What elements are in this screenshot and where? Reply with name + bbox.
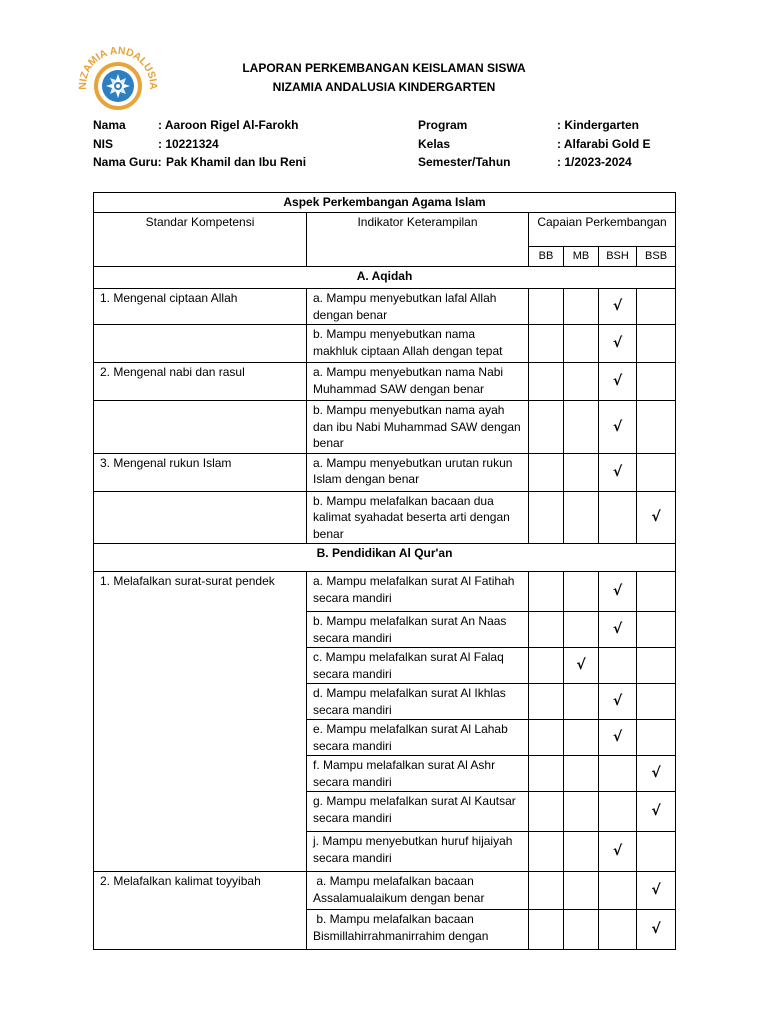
level-cell-bsb — [637, 491, 676, 544]
indikator-cell: a. Mampu menyebutkan urutan rukun Islam dengan benar — [307, 453, 529, 491]
level-cell-bsh — [599, 289, 637, 325]
standar-kompetensi-cell: 3. Mengenal rukun Islam — [94, 453, 307, 491]
program-label: Program — [418, 118, 468, 132]
check-mark: √ — [612, 463, 623, 480]
level-cell-bsb — [637, 648, 676, 684]
level-cell-mb — [564, 648, 599, 684]
level-cell-bsh — [599, 612, 637, 648]
level-cell-mb — [564, 832, 599, 872]
kelas-label: Kelas — [418, 137, 451, 151]
col-header-standar: Standar Kompetensi — [94, 213, 307, 267]
check-mark: √ — [651, 509, 661, 525]
level-cell-bsh — [599, 756, 637, 792]
level-cell-bb — [529, 648, 564, 684]
guru-value: Pak Khamil dan Ibu Reni — [166, 155, 307, 169]
standar-kompetensi-cell: 2. Mengenal nabi dan rasul — [94, 363, 307, 401]
level-cell-bsh — [599, 491, 637, 544]
table-row — [94, 453, 676, 491]
level-cell-bb — [529, 401, 564, 454]
indikator-cell: b. Mampu melafalkan bacaan dua kalimat syahadat beserta arti dengan benar — [307, 491, 529, 544]
level-cell-bb — [529, 572, 564, 612]
semester-label: Semester/Tahun — [418, 155, 511, 169]
standar-kompetensi-cell: 2. Melafalkan kalimat toyyibah — [94, 872, 307, 950]
standar-kompetensi-cell — [94, 491, 307, 544]
indikator-cell: b. Mampu melafalkan surat An Naas secara mandiri — [307, 612, 529, 648]
level-cell-bb — [529, 453, 564, 491]
level-cell-bb — [529, 832, 564, 872]
check-mark: √ — [651, 882, 661, 899]
level-cell-bsb — [637, 684, 676, 720]
level-cell-mb — [564, 491, 599, 544]
level-cell-bsb — [637, 872, 676, 910]
standar-kompetensi-cell — [94, 325, 307, 363]
level-cell-bsh — [599, 720, 637, 756]
level-cell-bsb — [637, 572, 676, 612]
check-mark: √ — [612, 335, 623, 352]
standar-kompetensi-cell: 1. Mengenal ciptaan Allah — [94, 289, 307, 325]
level-cell-bb — [529, 363, 564, 401]
check-mark: √ — [612, 621, 623, 638]
level-cell-mb — [564, 792, 599, 832]
level-cell-bsb — [637, 756, 676, 792]
logo-text: NIZAMIA ANDALUSIA — [76, 44, 160, 90]
indikator-cell: d. Mampu melafalkan surat Al Ikhlas secara mandiri — [307, 684, 529, 720]
level-cell-mb — [564, 325, 599, 363]
level-cell-bsb — [637, 289, 676, 325]
level-cell-mb — [564, 612, 599, 648]
level-cell-bsb — [637, 363, 676, 401]
level-header-bsb: BSB — [637, 247, 676, 267]
check-mark: √ — [612, 583, 623, 600]
nis-label: NIS — [93, 137, 114, 151]
level-cell-mb — [564, 872, 599, 910]
level-header-mb: MB — [564, 247, 599, 267]
indikator-cell: a. Mampu melafalkan bacaan Assalamualaikum dengan benar — [307, 872, 529, 910]
level-cell-bsh — [599, 363, 637, 401]
level-header-bsh: BSH — [599, 247, 637, 267]
check-mark: √ — [651, 803, 661, 820]
indikator-cell: c. Mampu melafalkan surat Al Falaq secara mandiri — [307, 648, 529, 684]
nama-value: : Aaroon Rigel Al-Farokh — [158, 118, 299, 132]
section-title: A. Aqidah — [94, 267, 676, 289]
level-cell-bsh — [599, 453, 637, 491]
level-cell-bsh — [599, 910, 637, 950]
indikator-cell: b. Mampu melafalkan bacaan Bismillahirrahmanirrahim dengan — [307, 910, 529, 950]
indikator-cell: a. Mampu menyebutkan lafal Allah dengan benar — [307, 289, 529, 325]
nis-value: : 10221324 — [158, 137, 219, 151]
level-cell-mb — [564, 684, 599, 720]
level-cell-bsb — [637, 401, 676, 454]
level-cell-mb — [564, 289, 599, 325]
level-cell-mb — [564, 756, 599, 792]
check-mark: √ — [612, 693, 623, 710]
check-mark: √ — [612, 298, 623, 315]
standar-kompetensi-cell — [94, 401, 307, 454]
level-cell-mb — [564, 363, 599, 401]
section-title: B. Pendidikan Al Qur'an — [94, 544, 676, 572]
level-cell-bsh — [599, 832, 637, 872]
indikator-cell: b. Mampu menyebutkan nama makhluk ciptaan Allah dengan tepat — [307, 325, 529, 363]
table-row — [94, 572, 676, 612]
guru-label: Nama Guru: — [93, 155, 162, 169]
level-cell-bsb — [637, 832, 676, 872]
level-cell-bb — [529, 872, 564, 910]
level-cell-bsb — [637, 325, 676, 363]
level-cell-bsh — [599, 401, 637, 454]
table-row — [94, 401, 676, 454]
level-cell-bb — [529, 684, 564, 720]
level-cell-bb — [529, 289, 564, 325]
table-heading: Aspek Perkembangan Agama Islam — [94, 193, 676, 213]
development-table — [93, 192, 676, 950]
level-cell-bsh — [599, 648, 637, 684]
school-name: NIZAMIA ANDALUSIA KINDERGARTEN — [272, 80, 496, 94]
check-mark: √ — [612, 729, 623, 746]
level-cell-bsh — [599, 872, 637, 910]
level-cell-bsb — [637, 720, 676, 756]
indikator-cell: j. Mampu menyebutkan huruf hijaiyah secara mandiri — [307, 832, 529, 872]
check-mark: √ — [612, 373, 623, 390]
level-cell-mb — [564, 720, 599, 756]
level-cell-mb — [564, 572, 599, 612]
level-cell-bsb — [637, 612, 676, 648]
level-cell-bb — [529, 491, 564, 544]
program-value: : Kindergarten — [557, 118, 640, 132]
level-cell-bb — [529, 325, 564, 363]
level-cell-bsh — [599, 684, 637, 720]
level-cell-bb — [529, 792, 564, 832]
indikator-cell: e. Mampu melafalkan surat Al Lahab secara mandiri — [307, 720, 529, 756]
level-cell-bsb — [637, 453, 676, 491]
check-mark: √ — [612, 418, 623, 435]
table-row — [94, 363, 676, 401]
table-row — [94, 289, 676, 325]
kelas-value: : Alfarabi Gold E — [557, 137, 651, 151]
nama-label: Nama — [93, 118, 126, 132]
level-cell-bsb — [637, 910, 676, 950]
level-cell-bb — [529, 756, 564, 792]
level-cell-bb — [529, 720, 564, 756]
col-header-indikator: Indikator Keterampilan — [307, 213, 529, 267]
table-row — [94, 325, 676, 363]
indikator-cell: a. Mampu menyebutkan nama Nabi Muhammad SAW dengan benar — [307, 363, 529, 401]
level-header-bb: BB — [529, 247, 564, 267]
report-title: LAPORAN PERKEMBANGAN KEISLAMAN SISWA — [242, 61, 526, 75]
level-cell-bb — [529, 910, 564, 950]
level-cell-mb — [564, 401, 599, 454]
indikator-cell: f. Mampu melafalkan surat Al Ashr secara mandiri — [307, 756, 529, 792]
level-cell-bb — [529, 612, 564, 648]
school-logo — [72, 34, 162, 124]
indikator-cell: b. Mampu menyebutkan nama ayah dan ibu Nabi Muhammad SAW dengan benar — [307, 401, 529, 454]
indikator-cell: a. Mampu melafalkan surat Al Fatihah secara mandiri — [307, 572, 529, 612]
level-cell-bsh — [599, 325, 637, 363]
semester-value: : 1/2023-2024 — [557, 155, 632, 169]
level-cell-mb — [564, 453, 599, 491]
level-cell-mb — [564, 910, 599, 950]
standar-kompetensi-cell: 1. Melafalkan surat-surat pendek — [94, 572, 307, 872]
check-mark: √ — [612, 843, 623, 860]
check-mark: √ — [651, 921, 661, 938]
table-row — [94, 491, 676, 544]
check-mark: √ — [576, 657, 586, 674]
level-cell-bsh — [599, 792, 637, 832]
table-row — [94, 872, 676, 910]
col-header-capaian: Capaian Perkembangan — [529, 213, 676, 247]
level-cell-bsb — [637, 792, 676, 832]
indikator-cell: g. Mampu melafalkan surat Al Kautsar secara mandiri — [307, 792, 529, 832]
check-mark: √ — [651, 765, 661, 782]
level-cell-bsh — [599, 572, 637, 612]
